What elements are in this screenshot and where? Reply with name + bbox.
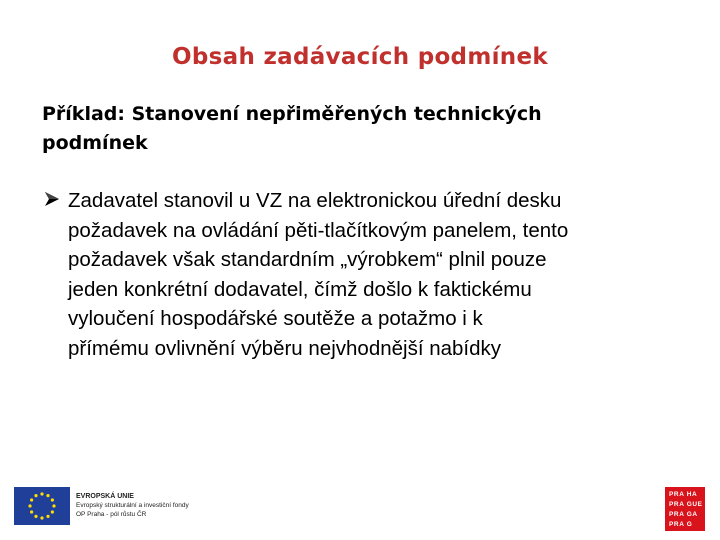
- eu-star-icon: [46, 494, 49, 497]
- praha-logo: [665, 487, 705, 531]
- slide-title: Obsah zadávacích podmínek: [172, 44, 548, 70]
- praha-logo-line: PRA G: [669, 521, 693, 528]
- subtitle-line-1: Příklad: Stanovení nepřiměřených technických: [42, 103, 542, 125]
- eu-star-icon: [51, 498, 54, 501]
- eu-fund-line: Evropský strukturální a investiční fondy: [76, 502, 189, 509]
- praha-logo-line: PRA GA: [669, 511, 698, 518]
- bullet-line: Zadavatel stanovil u VZ na elektronickou úřední desku: [68, 189, 562, 212]
- eu-star-icon: [40, 492, 43, 495]
- eu-star-icon: [51, 510, 54, 513]
- praha-logo-line: PRA HA: [669, 491, 698, 498]
- eu-star-icon: [34, 494, 37, 497]
- praha-logo-line: PRA GUE: [669, 501, 703, 508]
- bullet-line: požadavek však standardním „výrobkem“ plnil pouze: [68, 248, 547, 271]
- bullet-line: přímému ovlivnění výběru nejvhodnější nabídky: [68, 336, 502, 360]
- eu-heading: EVROPSKÁ UNIE: [76, 493, 134, 500]
- subtitle-line-2: podmínek: [42, 132, 148, 154]
- eu-star-icon: [30, 510, 33, 513]
- eu-program-line: OP Praha - pól růstu ČR: [76, 511, 147, 518]
- bullet-text: [68, 186, 668, 363]
- slide-subtitle: [42, 100, 662, 158]
- bullet-item: [44, 186, 674, 363]
- bullet-line: vyloučení hospodářské soutěže a potažmo i k: [68, 307, 483, 330]
- arrow-check-bullet-icon: [44, 186, 68, 211]
- eu-star-icon: [30, 498, 33, 501]
- eu-star-icon: [28, 504, 31, 507]
- eu-flag-icon: [14, 487, 70, 525]
- eu-star-icon: [40, 516, 43, 519]
- bullet-line: požadavek na ovládání pěti-tlačítkovým panelem, tento: [68, 218, 569, 242]
- eu-star-icon: [52, 504, 55, 507]
- eu-star-icon: [34, 515, 37, 518]
- eu-logo-text: [76, 492, 189, 519]
- bullet-line: jeden konkrétní dodavatel, čímž došlo k faktickému: [68, 277, 532, 301]
- eu-star-icon: [46, 515, 49, 518]
- footer: [0, 470, 720, 540]
